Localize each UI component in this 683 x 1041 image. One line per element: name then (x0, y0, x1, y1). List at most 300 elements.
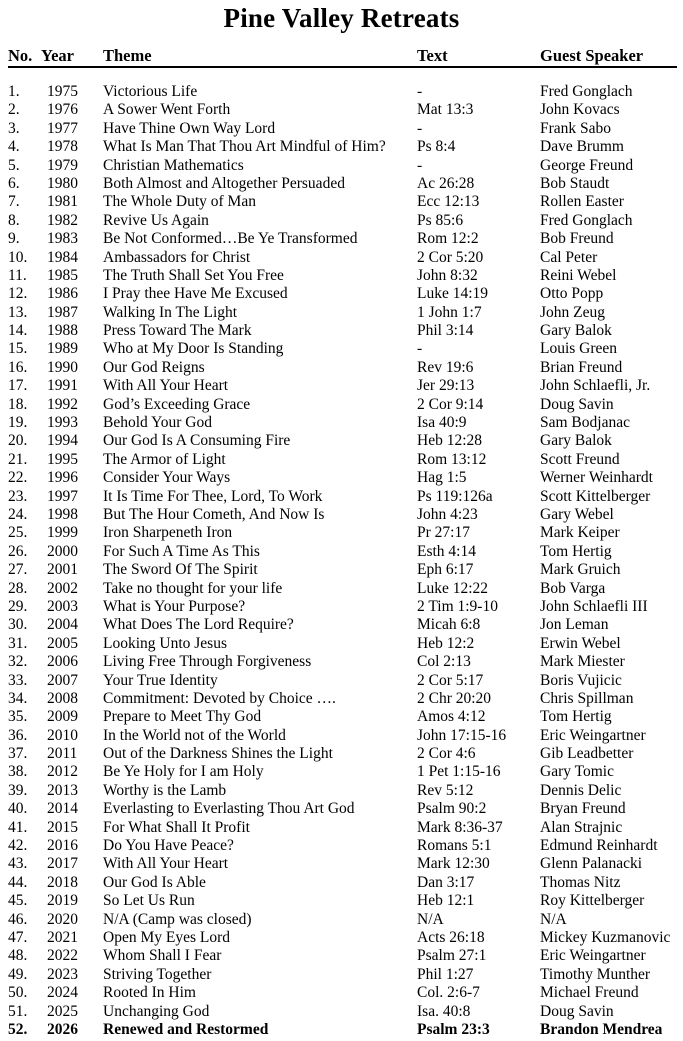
table-row (8, 212, 677, 230)
cell-text: Rev 19:6 (417, 358, 474, 376)
cell-theme: Behold Your God (103, 414, 212, 432)
cell-speaker: Sam Bodjanac (540, 414, 630, 432)
cell-year: 1992 (47, 395, 78, 413)
cell-year: 2004 (47, 616, 78, 634)
cell-text: - (417, 83, 423, 100)
cell-no: 10. (8, 248, 28, 266)
cell-speaker: Boris Vujicic (540, 671, 622, 689)
cell-no: 4. (8, 138, 20, 156)
cell-year: 1998 (47, 505, 78, 523)
cell-speaker: Scott Freund (540, 450, 620, 468)
cell-year: 1996 (47, 469, 78, 487)
cell-theme: A Sower Went Forth (103, 101, 231, 119)
cell-no: 51. (8, 1002, 28, 1020)
cell-speaker: Mickey Kuzmanovic (540, 928, 671, 946)
cell-no: 6. (8, 174, 20, 192)
cell-year: 1997 (47, 487, 78, 505)
cell-speaker: Mark Keiper (540, 524, 620, 542)
cell-year: 1985 (47, 266, 78, 284)
cell-speaker: Chris Spillman (540, 689, 634, 707)
cell-text: Psalm 23:3 (417, 1020, 490, 1038)
table-row (8, 451, 677, 469)
cell-year: 2014 (47, 800, 78, 818)
cell-theme: The Sword Of The Spirit (103, 561, 258, 579)
cell-text: Phil 3:14 (417, 322, 474, 340)
cell-speaker: Dennis Delic (540, 781, 622, 799)
cell-text: Ac 26:28 (417, 174, 475, 192)
cell-no: 34. (8, 689, 28, 707)
cell-theme: Our God Is A Consuming Fire (103, 432, 291, 450)
table-row (8, 745, 677, 763)
table-row (8, 267, 677, 285)
cell-text: Micah 6:8 (417, 616, 481, 634)
cell-year: 2006 (47, 653, 78, 671)
cell-speaker: Michael Freund (540, 984, 639, 1002)
cell-year: 2025 (47, 1002, 78, 1020)
cell-no: 45. (8, 892, 28, 910)
cell-year: 2008 (47, 689, 78, 707)
cell-theme: What Does The Lord Require? (103, 616, 294, 634)
cell-year: 2021 (47, 928, 78, 946)
cell-no: 49. (8, 965, 28, 983)
cell-year: 2002 (47, 579, 78, 597)
table-row (8, 855, 677, 873)
cell-year: 1977 (47, 119, 78, 137)
table-row (8, 157, 677, 175)
table-row (8, 727, 677, 745)
cell-theme: Consider Your Ways (103, 469, 231, 487)
cell-no: 31. (8, 634, 28, 652)
cell-theme: God’s Exceeding Grace (103, 395, 251, 413)
cell-no: 7. (8, 193, 20, 211)
table-row (8, 230, 677, 248)
table-row (8, 635, 677, 653)
cell-no: 8. (8, 211, 20, 229)
cell-theme: Ambassadors for Christ (103, 248, 251, 266)
cell-text: Col. 2:6-7 (417, 984, 480, 1002)
cell-speaker: Eric Weingartner (540, 726, 646, 744)
cell-no: 52. (8, 1020, 28, 1038)
cell-theme: But The Hour Cometh, And Now Is (103, 505, 325, 523)
cell-text: Esth 4:14 (417, 542, 476, 560)
cell-no: 30. (8, 616, 28, 634)
table-row (8, 892, 677, 910)
table-row (8, 432, 677, 450)
cell-speaker: John Zeug (540, 303, 606, 321)
cell-theme: Who at My Door Is Standing (103, 340, 284, 358)
cell-speaker: Louis Green (540, 340, 618, 358)
cell-text: Rom 12:2 (417, 230, 479, 248)
cell-text: John 4:23 (417, 505, 478, 523)
cell-no: 36. (8, 726, 28, 744)
cell-year: 1980 (47, 174, 78, 192)
table-row (8, 561, 677, 579)
cell-text: Col 2:13 (417, 653, 471, 671)
cell-text: Hag 1:5 (417, 469, 467, 487)
cell-year: 1983 (47, 230, 78, 248)
table-row (8, 340, 677, 358)
cell-text: 2 Tim 1:9-10 (417, 597, 498, 615)
page-title: Pine Valley Retreats (223, 3, 460, 33)
cell-theme: Take no thought for your life (103, 579, 283, 597)
table-row (8, 819, 677, 837)
column-header-theme: Theme (103, 46, 152, 65)
cell-year: 1987 (47, 303, 78, 321)
cell-speaker: Eric Weingartner (540, 947, 646, 965)
cell-text: 1 John 1:7 (417, 303, 482, 321)
column-header-no: No. (8, 46, 33, 65)
cell-theme: For Such A Time As This (103, 542, 260, 560)
table-row (8, 120, 677, 138)
cell-year: 2022 (47, 947, 78, 965)
cell-text: - (417, 340, 423, 358)
table-row (8, 396, 677, 414)
column-header-speaker: Guest Speaker (540, 46, 644, 65)
cell-text: - (417, 156, 423, 174)
cell-theme: Iron Sharpeneth Iron (103, 524, 233, 542)
cell-theme: Whom Shall I Fear (103, 947, 222, 965)
table-row (8, 322, 677, 340)
cell-no: 11. (8, 266, 27, 284)
cell-no: 24. (8, 505, 28, 523)
cell-no: 48. (8, 947, 28, 965)
table-row (8, 543, 677, 561)
cell-text: Acts 26:18 (417, 928, 485, 946)
cell-speaker: Tom Hertig (540, 708, 612, 726)
cell-text: Pr 27:17 (417, 524, 470, 542)
cell-speaker: Gary Balok (540, 322, 612, 340)
cell-text: Ps 85:6 (417, 211, 464, 229)
cell-year: 1981 (47, 193, 78, 211)
cell-speaker: John Schlaefli III (540, 597, 648, 615)
cell-text: Amos 4:12 (417, 708, 486, 726)
cell-no: 33. (8, 671, 28, 689)
table-row (8, 580, 677, 598)
cell-no: 12. (8, 285, 28, 303)
table-row (8, 800, 677, 818)
cell-year: 1995 (47, 450, 78, 468)
cell-theme: Living Free Through Forgiveness (103, 653, 312, 671)
cell-speaker: Glenn Palanacki (540, 855, 643, 873)
cell-speaker: Brandon Mendrea (540, 1020, 663, 1038)
cell-year: 2010 (47, 726, 78, 744)
cell-speaker: Thomas Nitz (540, 873, 621, 891)
cell-speaker: Otto Popp (540, 285, 604, 303)
cell-theme: Our God Is Able (103, 873, 206, 891)
cell-no: 9. (8, 230, 20, 248)
cell-year: 1982 (47, 211, 78, 229)
cell-theme: Open My Eyes Lord (103, 928, 230, 946)
cell-no: 21. (8, 450, 28, 468)
cell-text: Mark 8:36-37 (417, 818, 503, 836)
cell-no: 43. (8, 855, 28, 873)
cell-year: 2011 (47, 745, 78, 763)
table-row (8, 763, 677, 781)
cell-year: 1975 (47, 83, 78, 100)
cell-speaker: Gib Leadbetter (540, 745, 634, 763)
cell-theme: The Truth Shall Set You Free (103, 266, 284, 284)
cell-theme: Walking In The Light (103, 303, 238, 321)
table-header (8, 46, 677, 68)
cell-text: 2 Cor 5:17 (417, 671, 484, 689)
cell-no: 14. (8, 322, 28, 340)
cell-theme: The Armor of Light (103, 450, 226, 468)
cell-no: 5. (8, 156, 20, 174)
table-row (8, 690, 677, 708)
cell-year: 2024 (47, 984, 78, 1002)
cell-speaker: Bob Varga (540, 579, 606, 597)
table-row (8, 929, 677, 947)
cell-speaker: Jon Leman (540, 616, 609, 634)
cell-text: Romans 5:1 (417, 837, 492, 855)
table-row (8, 304, 677, 322)
column-header-year: Year (41, 46, 74, 65)
cell-text: Luke 12:22 (417, 579, 489, 597)
cell-no: 3. (8, 119, 20, 137)
cell-theme: Press Toward The Mark (103, 322, 252, 340)
cell-year: 2013 (47, 781, 78, 799)
table-row (8, 782, 677, 800)
cell-year: 1994 (47, 432, 78, 450)
cell-no: 2. (8, 101, 20, 119)
cell-speaker: Scott Kittelberger (540, 487, 651, 505)
cell-theme: Do You Have Peace? (103, 837, 234, 855)
cell-no: 16. (8, 358, 28, 376)
table-row (8, 947, 677, 965)
cell-year: 2017 (47, 855, 78, 873)
table-row (8, 837, 677, 855)
cell-text: Luke 14:19 (417, 285, 489, 303)
cell-speaker: Reini Webel (540, 266, 617, 284)
cell-year: 2019 (47, 892, 78, 910)
cell-speaker: John Schlaefli, Jr. (540, 377, 651, 395)
table-row (8, 911, 677, 929)
cell-no: 18. (8, 395, 28, 413)
table-row (8, 175, 677, 193)
cell-no: 1. (8, 83, 20, 100)
cell-no: 23. (8, 487, 28, 505)
cell-theme: Revive Us Again (103, 211, 209, 229)
cell-no: 37. (8, 745, 28, 763)
cell-speaker: Gary Balok (540, 432, 612, 450)
table-row (8, 377, 677, 395)
cell-text: Jer 29:13 (417, 377, 475, 395)
cell-text: Psalm 27:1 (417, 947, 487, 965)
cell-speaker: Gary Tomic (540, 763, 614, 781)
cell-no: 47. (8, 928, 28, 946)
cell-year: 2015 (47, 818, 78, 836)
column-header-text: Text (417, 46, 448, 65)
table-row (8, 193, 677, 211)
cell-no: 35. (8, 708, 28, 726)
cell-speaker: Edmund Reinhardt (540, 837, 658, 855)
cell-text: 2 Cor 4:6 (417, 745, 476, 763)
cell-year: 2020 (47, 910, 78, 928)
cell-speaker: Bryan Freund (540, 800, 626, 818)
cell-text: Psalm 90:2 (417, 800, 487, 818)
cell-no: 46. (8, 910, 28, 928)
cell-theme: Commitment: Devoted by Choice …. (103, 689, 336, 707)
cell-text: 2 Cor 5:20 (417, 248, 484, 266)
cell-text: Heb 12:28 (417, 432, 483, 450)
cell-text: - (417, 119, 423, 137)
cell-theme: With All Your Heart (103, 377, 229, 395)
cell-text: Phil 1:27 (417, 965, 474, 983)
cell-text: Ecc 12:13 (417, 193, 480, 211)
table-row (8, 506, 677, 524)
cell-year: 2023 (47, 965, 78, 983)
table-row (8, 598, 677, 616)
cell-text: Isa 40:9 (417, 414, 467, 432)
cell-theme: Be Ye Holy for I am Holy (103, 763, 264, 781)
cell-theme: With All Your Heart (103, 855, 229, 873)
cell-speaker: John Kovacs (540, 101, 620, 119)
cell-year: 1990 (47, 358, 78, 376)
table-row (8, 469, 677, 487)
cell-theme: Striving Together (103, 965, 212, 983)
table-row (8, 101, 677, 119)
cell-speaker: Dave Brumm (540, 138, 624, 156)
cell-year: 1993 (47, 414, 78, 432)
cell-no: 26. (8, 542, 28, 560)
cell-no: 15. (8, 340, 28, 358)
cell-theme: Everlasting to Everlasting Thou Art God (103, 800, 355, 818)
cell-text: Isa. 40:8 (417, 1002, 471, 1020)
cell-year: 2009 (47, 708, 78, 726)
cell-speaker: Mark Miester (540, 653, 625, 671)
cell-no: 41. (8, 818, 28, 836)
cell-speaker: Erwin Webel (540, 634, 621, 652)
cell-text: Heb 12:1 (417, 892, 475, 910)
cell-no: 42. (8, 837, 28, 855)
cell-year: 2018 (47, 873, 78, 891)
table-row (8, 138, 677, 156)
cell-theme: Looking Unto Jesus (103, 634, 227, 652)
cell-speaker: Doug Savin (540, 1002, 614, 1020)
cell-text: Rev 5:12 (417, 781, 474, 799)
cell-theme: What is Your Purpose? (103, 597, 246, 615)
cell-speaker: Timothy Munther (540, 965, 651, 983)
cell-text: Rom 13:12 (417, 450, 487, 468)
cell-year: 2012 (47, 763, 78, 781)
cell-theme: Out of the Darkness Shines the Light (103, 745, 333, 763)
cell-no: 50. (8, 984, 28, 1002)
cell-speaker: Bob Staudt (540, 174, 610, 192)
cell-year: 1989 (47, 340, 78, 358)
cell-theme: Worthy is the Lamb (103, 781, 227, 799)
cell-speaker: Bob Freund (540, 230, 614, 248)
table-row (8, 1021, 677, 1039)
cell-no: 40. (8, 800, 28, 818)
cell-theme: Prepare to Meet Thy God (103, 708, 262, 726)
cell-speaker: Gary Webel (540, 505, 614, 523)
cell-theme: Our God Reigns (103, 358, 205, 376)
table-row (8, 488, 677, 506)
cell-text: Mat 13:3 (417, 101, 474, 119)
table-row (8, 708, 677, 726)
cell-speaker: Roy Kittelberger (540, 892, 645, 910)
cell-year: 2005 (47, 634, 78, 652)
table-row (8, 285, 677, 303)
cell-no: 38. (8, 763, 28, 781)
cell-text: Ps 8:4 (417, 138, 456, 156)
table-row (8, 359, 677, 377)
cell-no: 19. (8, 414, 28, 432)
cell-year: 1999 (47, 524, 78, 542)
cell-theme: I Pray thee Have Me Excused (103, 285, 288, 303)
cell-year: 2026 (47, 1020, 78, 1038)
cell-no: 39. (8, 781, 28, 799)
cell-text: N/A (417, 910, 444, 928)
cell-speaker: Werner Weinhardt (540, 469, 653, 487)
cell-theme: Your True Identity (103, 671, 218, 689)
cell-speaker: Frank Sabo (540, 119, 612, 137)
cell-year: 1978 (47, 138, 78, 156)
cell-year: 2007 (47, 671, 78, 689)
cell-text: John 8:32 (417, 266, 478, 284)
table-row (8, 966, 677, 984)
cell-theme: Both Almost and Altogether Persuaded (103, 174, 345, 192)
table-row (8, 984, 677, 1002)
cell-text: Heb 12:2 (417, 634, 475, 652)
cell-year: 2003 (47, 597, 78, 615)
cell-text: Ps 119:126a (417, 487, 493, 505)
cell-theme: Renewed and Restormed (103, 1020, 269, 1038)
cell-year: 1979 (47, 156, 78, 174)
cell-no: 44. (8, 873, 28, 891)
cell-text: Dan 3:17 (417, 873, 475, 891)
cell-speaker: Mark Gruich (540, 561, 621, 579)
cell-theme: Be Not Conformed…Be Ye Transformed (103, 230, 358, 248)
table-row (8, 653, 677, 671)
cell-speaker: Brian Freund (540, 358, 623, 376)
table-row (8, 874, 677, 892)
cell-year: 2001 (47, 561, 78, 579)
cell-no: 28. (8, 579, 28, 597)
cell-no: 13. (8, 303, 28, 321)
cell-speaker: Cal Peter (540, 248, 598, 266)
cell-year: 1986 (47, 285, 78, 303)
cell-no: 27. (8, 561, 28, 579)
table-row (8, 414, 677, 432)
cell-year: 1988 (47, 322, 78, 340)
retreats-table (8, 46, 677, 1039)
cell-text: John 17:15-16 (417, 726, 507, 744)
cell-no: 25. (8, 524, 28, 542)
cell-speaker: Fred Gonglach (540, 83, 633, 100)
table-row (8, 249, 677, 267)
cell-no: 17. (8, 377, 28, 395)
cell-speaker: Fred Gonglach (540, 211, 633, 229)
cell-theme: For What Shall It Profit (103, 818, 250, 836)
cell-theme: It Is Time For Thee, Lord, To Work (103, 487, 323, 505)
table-row (8, 1003, 677, 1021)
table-body (8, 83, 677, 1039)
cell-year: 1976 (47, 101, 78, 119)
table-row (8, 616, 677, 634)
cell-year: 2000 (47, 542, 78, 560)
cell-no: 22. (8, 469, 28, 487)
cell-year: 1984 (47, 248, 78, 266)
cell-text: 2 Cor 9:14 (417, 395, 484, 413)
cell-speaker: George Freund (540, 156, 634, 174)
cell-text: 1 Pet 1:15-16 (417, 763, 501, 781)
cell-theme: So Let Us Run (103, 892, 195, 910)
cell-no: 29. (8, 597, 28, 615)
cell-text: Eph 6:17 (417, 561, 474, 579)
cell-theme: What Is Man That Thou Art Mindful of Him? (103, 138, 386, 156)
cell-text: 2 Chr 20:20 (417, 689, 492, 707)
